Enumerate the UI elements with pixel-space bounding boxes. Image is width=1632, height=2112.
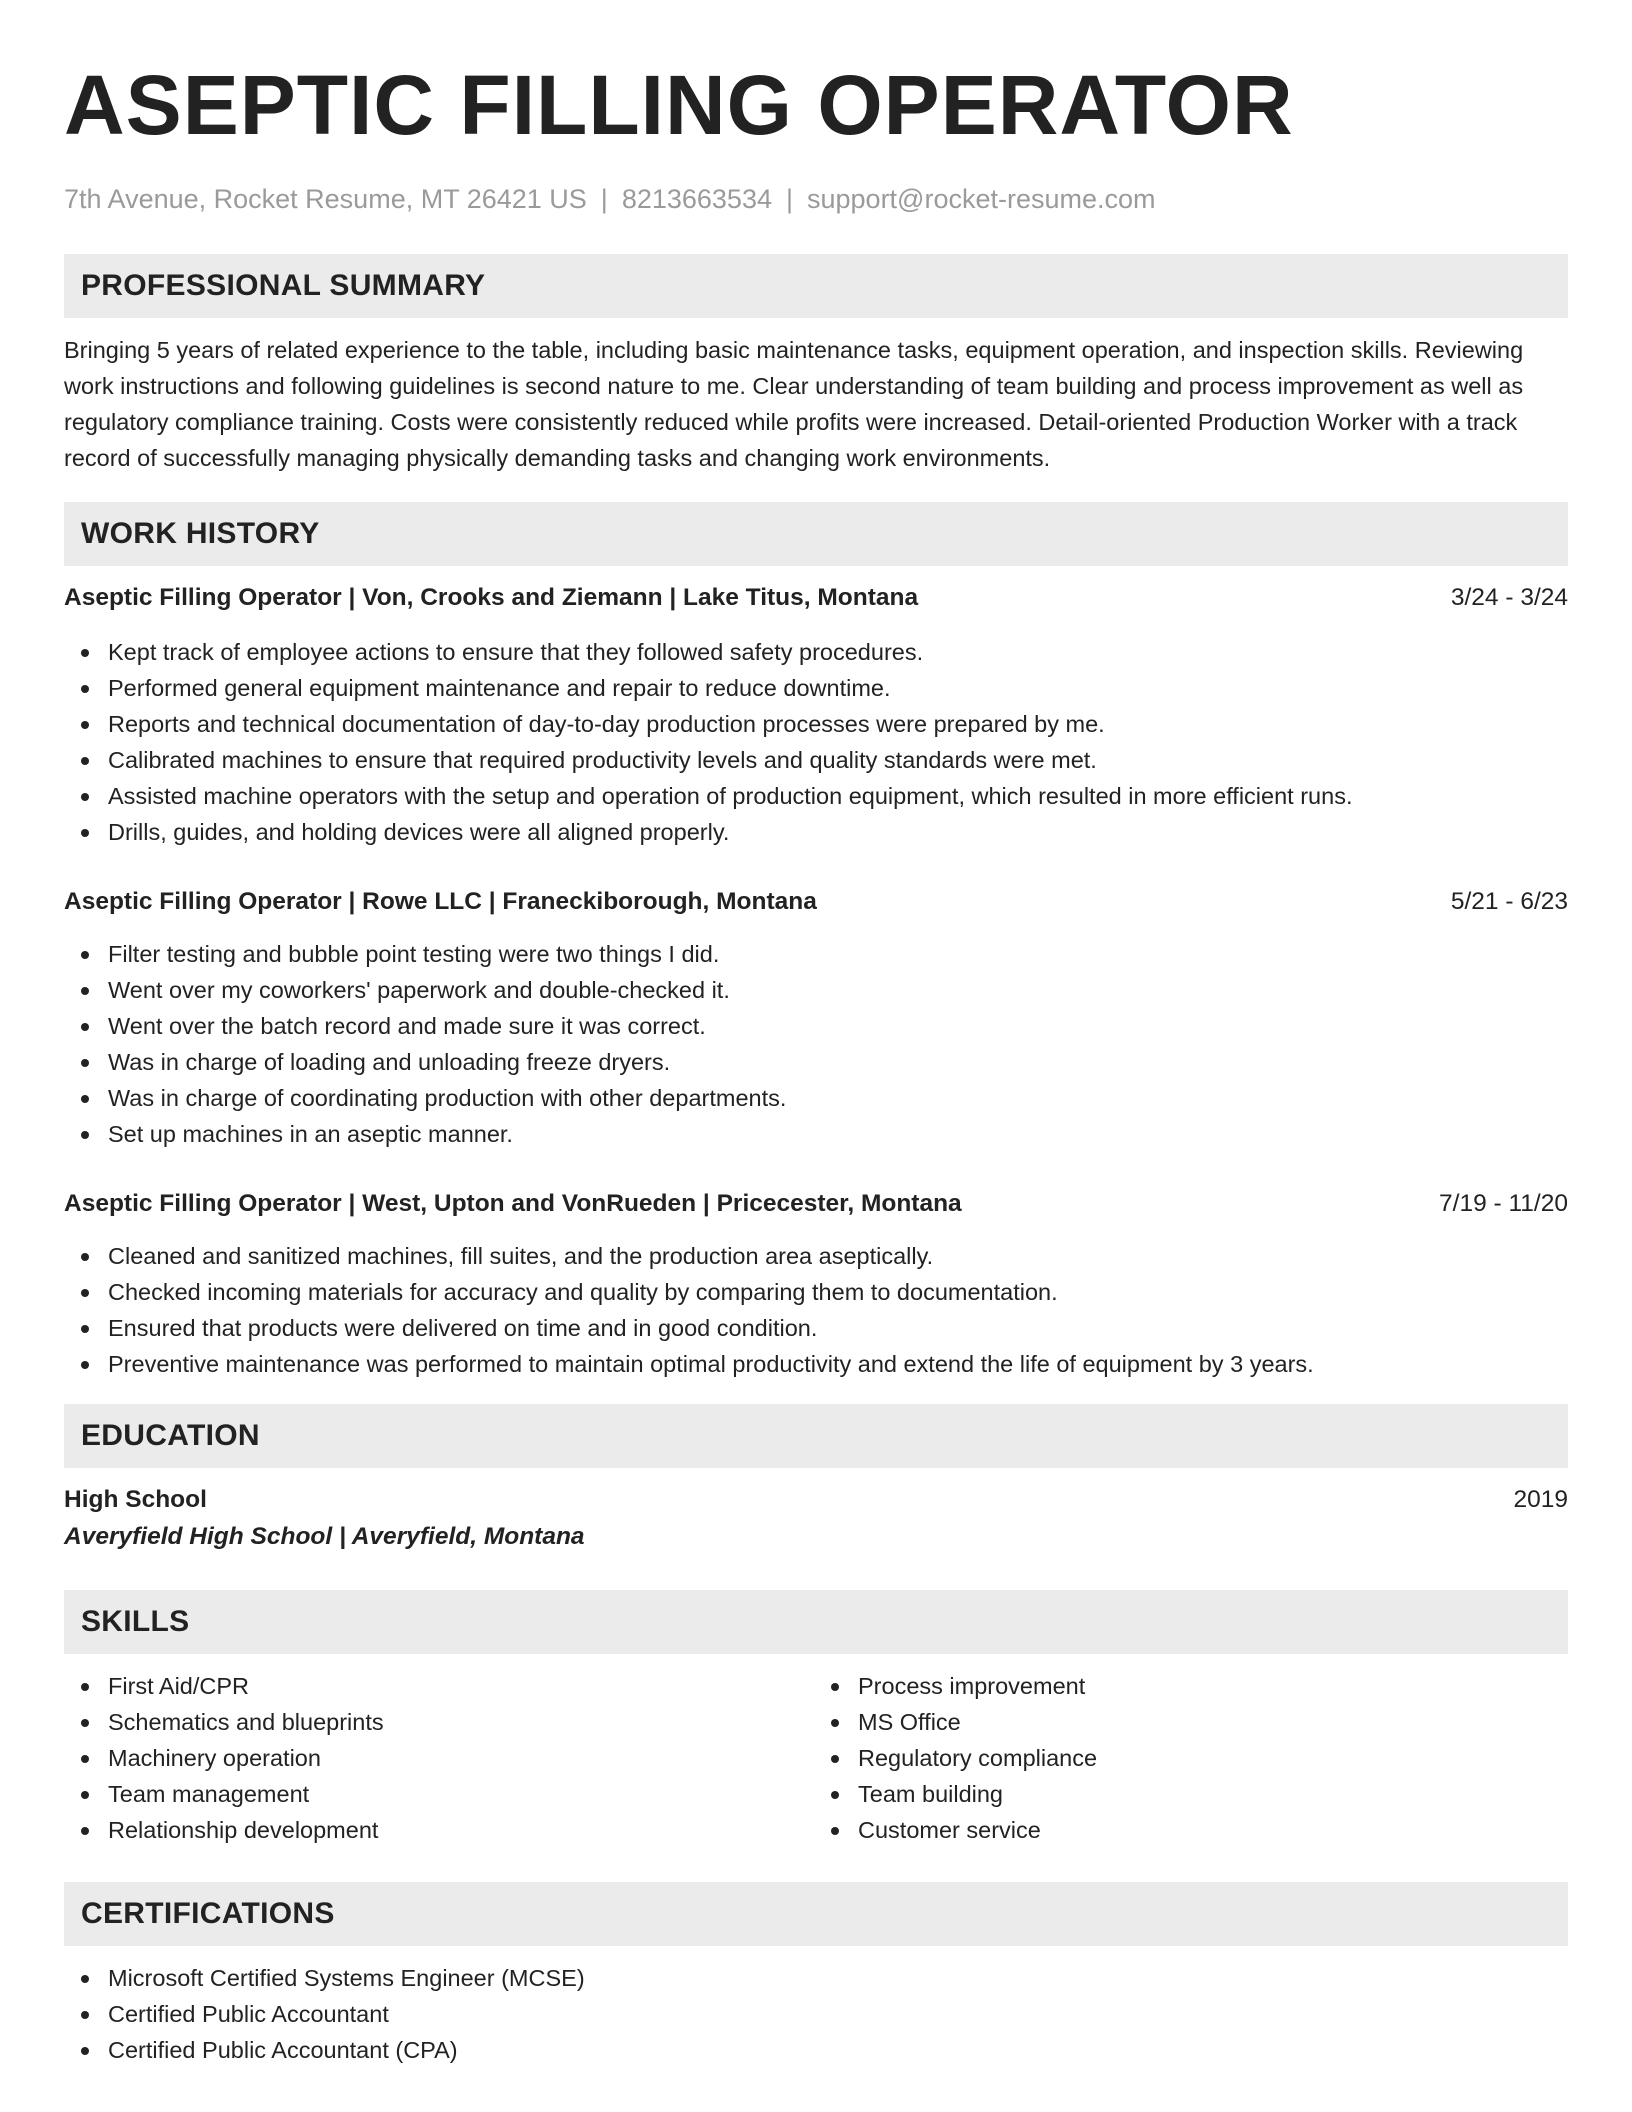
job-entry xyxy=(64,1186,1568,1382)
contact-email: support@rocket-resume.com xyxy=(807,184,1156,214)
list-item: Calibrated machines to ensure that required productivity levels and quality standards were met. xyxy=(64,742,1568,778)
job-bullet-list xyxy=(64,1238,1568,1382)
candidate-name: ASEPTIC FILLING OPERATOR xyxy=(64,58,1294,152)
education-year: 2019 xyxy=(1513,1486,1568,1513)
list-item: Microsoft Certified Systems Engineer (MCSE) xyxy=(64,1960,1568,1996)
section-header-skills: SKILLS xyxy=(64,1590,1568,1654)
list-item: Was in charge of loading and unloading freeze dryers. xyxy=(64,1044,1568,1080)
list-item: Checked incoming materials for accuracy and quality by comparing them to documentation. xyxy=(64,1274,1568,1310)
list-item: Drills, guides, and holding devices were all aligned properly. xyxy=(64,814,1568,850)
list-item: First Aid/CPR xyxy=(64,1668,816,1704)
skills-list-left xyxy=(64,1668,816,1848)
job-bullet-list xyxy=(64,634,1568,850)
list-item: Was in charge of coordinating production with other departments. xyxy=(64,1080,1568,1116)
job-bullet-list xyxy=(64,936,1568,1152)
list-item: Certified Public Accountant (CPA) xyxy=(64,2032,1568,2068)
list-item: Relationship development xyxy=(64,1812,816,1848)
job-entry xyxy=(64,580,1568,850)
list-item: Reports and technical documentation of day-to-day production processes were prepared by me. xyxy=(64,706,1568,742)
list-item: Certified Public Accountant xyxy=(64,1996,1568,2032)
job-heading-row xyxy=(64,1186,1568,1222)
contact-separator: | xyxy=(600,184,608,214)
contact-line xyxy=(64,182,1568,216)
list-item: Set up machines in an aseptic manner. xyxy=(64,1116,1568,1152)
list-item: Regulatory compliance xyxy=(814,1740,1566,1776)
job-dates: 3/24 - 3/24 xyxy=(1450,584,1568,611)
education-school: Averyfield High School | Averyfield, Montana xyxy=(64,1523,585,1550)
list-item: Kept track of employee actions to ensure that they followed safety procedures. xyxy=(64,634,1568,670)
job-dates: 5/21 - 6/23 xyxy=(1450,888,1568,915)
education-row xyxy=(64,1482,1568,1518)
list-item: Customer service xyxy=(814,1812,1566,1848)
education-degree: High School xyxy=(64,1486,207,1513)
summary-text: Bringing 5 years of related experience to the table, including basic maintenance tasks, equipment operation, and inspection skills. Reviewing work instructions and following guidelines is second nature to me. Clear understanding of team building and process improvement as well as regulatory compliance training. Costs were consistently reduced while profits were increased. Detail-oriented Production Worker with a track record of successfully managing physically demanding tasks and changing work environments. xyxy=(64,337,1524,471)
contact-phone: 8213663534 xyxy=(621,184,772,214)
job-title: Aseptic Filling Operator | West, Upton and VonRueden | Pricecester, Montana xyxy=(64,1190,962,1217)
job-title: Aseptic Filling Operator | Rowe LLC | Franeckiborough, Montana xyxy=(64,888,817,915)
skills-list-right xyxy=(814,1668,1566,1848)
list-item: Team building xyxy=(814,1776,1566,1812)
list-item: Assisted machine operators with the setup and operation of production equipment, which resulted in more efficient runs. xyxy=(64,778,1568,814)
list-item: Ensured that products were delivered on time and in good condition. xyxy=(64,1310,1568,1346)
certifications-list xyxy=(64,1960,1568,2068)
list-item: Cleaned and sanitized machines, fill suites, and the production area aseptically. xyxy=(64,1238,1568,1274)
job-entry xyxy=(64,884,1568,1152)
list-item: Schematics and blueprints xyxy=(64,1704,816,1740)
skills-grid xyxy=(64,1668,1568,1848)
list-item: Went over my coworkers' paperwork and double-checked it. xyxy=(64,972,1568,1008)
list-item: Preventive maintenance was performed to maintain optimal productivity and extend the life of equipment by 3 years. xyxy=(64,1346,1568,1382)
job-dates: 7/19 - 11/20 xyxy=(1439,1190,1568,1217)
contact-address: 7th Avenue, Rocket Resume, MT 26421 US xyxy=(64,184,587,214)
list-item: Went over the batch record and made sure it was correct. xyxy=(64,1008,1568,1044)
job-title: Aseptic Filling Operator | Von, Crooks and Ziemann | Lake Titus, Montana xyxy=(64,584,919,611)
list-item: MS Office xyxy=(814,1704,1566,1740)
list-item: Machinery operation xyxy=(64,1740,816,1776)
section-header-work-history: WORK HISTORY xyxy=(64,502,1568,566)
contact-separator: | xyxy=(785,184,793,214)
job-heading-row xyxy=(64,884,1568,920)
section-header-certifications: CERTIFICATIONS xyxy=(64,1882,1568,1946)
section-header-education: EDUCATION xyxy=(64,1404,1568,1468)
list-item: Performed general equipment maintenance and repair to reduce downtime. xyxy=(64,670,1568,706)
list-item: Team management xyxy=(64,1776,816,1812)
section-header-summary: PROFESSIONAL SUMMARY xyxy=(64,254,1568,318)
job-heading-row xyxy=(64,580,1568,616)
list-item: Filter testing and bubble point testing were two things I did. xyxy=(64,936,1568,972)
list-item: Process improvement xyxy=(814,1668,1566,1704)
